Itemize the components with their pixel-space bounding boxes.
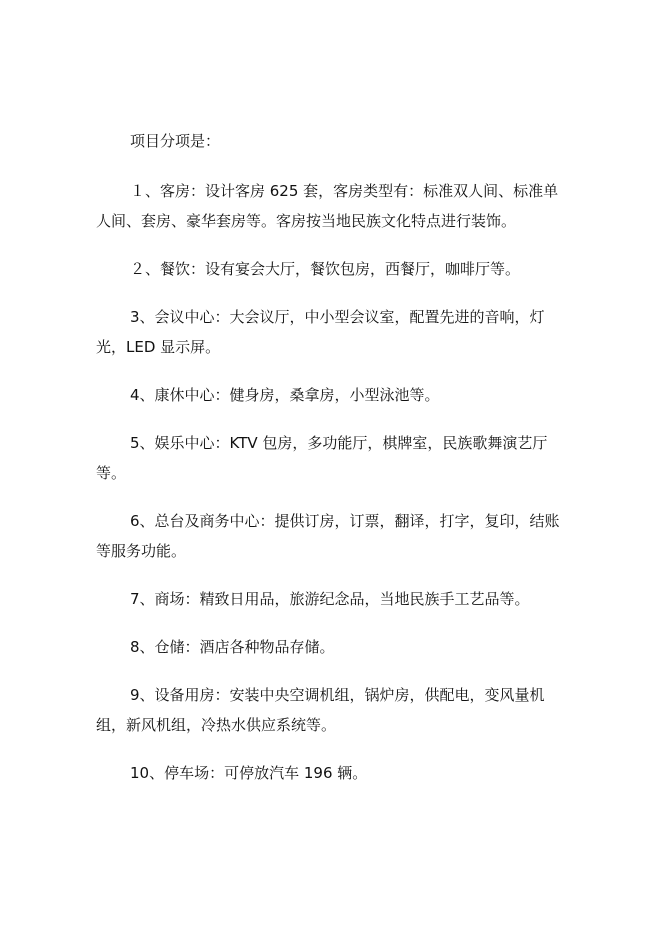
item-conference-center: 3、会议中心：大会议厅，中小型会议室，配置先进的音响，灯光，LED 显示屏。 bbox=[96, 308, 545, 356]
item-guest-rooms: １、客房：设计客房 625 套，客房类型有：标准双人间、标准单人间、套房、豪华套房等。客房按当地民族文化特点进行装饰。 bbox=[96, 182, 559, 230]
document-body bbox=[96, 126, 564, 806]
item-entertainment-center: 5、娱乐中心：KTV 包房，多功能厅，棋牌室，民族歌舞演艺厅等。 bbox=[96, 434, 548, 482]
item-dining: ２、餐饮：设有宴会大厅，餐饮包房，西餐厅，咖啡厅等。 bbox=[130, 260, 521, 278]
item-shopping-mall: 7、商场：精致日用品，旅游纪念品，当地民族手工艺品等。 bbox=[130, 590, 530, 608]
section-heading: 项目分项是： bbox=[130, 132, 221, 150]
item-storage: 8、仓储：酒店各种物品存储。 bbox=[130, 638, 335, 656]
item-front-desk-business-center: 6、总台及商务中心：提供订房，订票，翻译，打字，复印，结账等服务功能。 bbox=[96, 512, 560, 560]
item-wellness-center: 4、康休中心：健身房，桑拿房，小型泳池等。 bbox=[130, 386, 440, 404]
item-parking: 10、停车场：可停放汽车 196 辆。 bbox=[130, 764, 368, 782]
item-equipment-rooms: 9、设备用房：安装中央空调机组，锅炉房，供配电，变风量机组，新风机组，冷热水供应系统等。 bbox=[96, 686, 545, 734]
